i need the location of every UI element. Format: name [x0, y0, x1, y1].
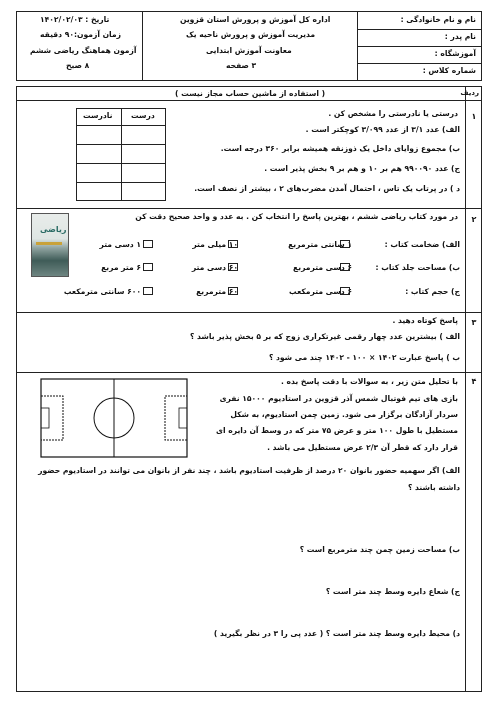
page-count: ۳ صفحه — [226, 61, 257, 70]
exam-date: تاریخ : ۱۴۰۲/۰۲/۰۳ — [40, 15, 110, 24]
exam-time: ۸ صبح — [66, 61, 90, 70]
q2-row-label: ج) حجم کتاب : — [405, 287, 460, 296]
football-field-diagram — [40, 378, 188, 458]
department-title: معاونت آموزش ابتدایی — [206, 46, 292, 55]
option-checkbox[interactable] — [228, 287, 238, 295]
q4-paragraph-line: مستطیل با طول ۱۰۰ متر و عرض ۷۵ متر که در وسط آن دایره ای — [216, 426, 458, 435]
exam-duration: زمان آزمون:۹۰ دقیقه — [40, 30, 121, 39]
exam-name: آزمون هماهنگ ریاضی ششم — [30, 46, 137, 55]
q2-row-label: ب) مساحت جلد کتاب : — [375, 263, 460, 272]
q2-option-label: ۱ دسی متر — [99, 240, 141, 249]
book-cover-image — [31, 213, 69, 277]
row-header: ردیف — [460, 89, 479, 97]
q1-item: ب) مجموع زوایای داخل یک ذوزنقه همیشه برابر ۳۶۰ درجه است. — [220, 144, 460, 153]
father-name-field[interactable]: نام پدر : — [444, 32, 476, 41]
true-column-header: درست — [131, 111, 155, 120]
class-number-field[interactable]: شماره کلاس : — [422, 66, 476, 75]
option-checkbox[interactable] — [228, 263, 238, 271]
option-checkbox[interactable] — [340, 263, 350, 271]
q2-intro: در مورد کتاب ریاضی ششم ، بهترین پاسخ را انتخاب کن . به عدد و واحد صحیح دقت کن — [135, 212, 458, 221]
q2-option-label: ۱ سانتی مترمربع — [288, 240, 352, 249]
q2-option-label: ۱۰ میلی متر — [192, 240, 238, 249]
q4-paragraph-line: بازی های تیم فوتبال شمس آذر قزوین در استادیوم ۱۵۰۰۰ نفری — [219, 394, 458, 403]
option-checkbox[interactable] — [340, 287, 350, 295]
option-checkbox[interactable] — [228, 240, 238, 248]
q4-part-c: ج) شعاع دایره وسط چند متر است ؟ — [325, 587, 460, 596]
answer-cell[interactable] — [121, 125, 165, 143]
q3-part-b: ب ) پاسخ عبارت ۱۴۰۲ × ۱۰۰ - ۱۴۰۲ چند می شود ؟ — [268, 353, 460, 362]
q2-option-label: ۶ متر مربع — [101, 263, 141, 272]
q1-item: ج) عدد ۹۹۰۰۹۰ هم بر ۱۰ و هم بر ۹ بخش پذیر است . — [264, 164, 460, 173]
org-title: اداره کل آموزش و پرورش استان قزوین — [180, 15, 331, 24]
q2-option-label: ۶۰ مترمربع — [196, 287, 238, 296]
answer-cell[interactable] — [77, 144, 121, 162]
q4-part-d: د) محیط دایره وسط چند متر است ؟ ( عدد پی را ۳ در نظر بگیرید ) — [213, 629, 460, 638]
q2-option-label: ۶ دسی مترمکعب — [289, 287, 352, 296]
calculator-note: ( استفاده از ماشین حساب مجاز نیست ) — [175, 89, 326, 98]
option-checkbox[interactable] — [143, 263, 153, 271]
q1-item: الف) عدد ۳/۱ از عدد ۳/۰۹۹ کوچکتر است . — [305, 125, 460, 134]
q3-part-a: الف ) بیشترین عدد چهار رقمی غیرتکراری زوج که بر ۵ بخش پذیر باشد ؟ — [189, 332, 460, 341]
q4-intro: با تحلیل متن زیر ، به سوالات با دقت پاسخ بده . — [281, 377, 458, 386]
question-number: ۴ — [471, 377, 477, 386]
answer-cell[interactable] — [121, 163, 165, 181]
q2-option-label: ۶۰۰ سانتی مترمکعب — [63, 287, 141, 296]
answer-cell[interactable] — [121, 144, 165, 162]
option-checkbox[interactable] — [143, 240, 153, 248]
q3-intro: پاسخ کوتاه دهید . — [392, 316, 458, 325]
q4-paragraph-line: سردار آزادگان برگزار می شود. زمین چمن استادیوم، به شکل — [230, 410, 458, 419]
q1-intro: درستی یا نادرستی را مشخص کن . — [328, 109, 458, 118]
answer-cell[interactable] — [77, 182, 121, 200]
answer-cell[interactable] — [121, 182, 165, 200]
q1-item: د ) در پرتاب یک تاس ، احتمال آمدن مضرب‌های ۲ ، بیشتر از نصف است. — [194, 184, 460, 193]
question-number: ۲ — [471, 215, 477, 224]
q4-paragraph-line: قرار دارد که قطر آن ۲/۳ عرض مستطیل می باشد . — [267, 443, 458, 452]
district-title: مدیریت آموزش و پرورش ناحیه یک — [186, 30, 316, 39]
answer-cell[interactable] — [77, 163, 121, 181]
q4-part-a: الف) اگر سهمیه حضور بانوان ۲۰ درصد از ظرفیت استادیوم باشد ، چند نفر از بانوان می توانند در استادیوم حضور — [38, 466, 460, 475]
q2-option-label: ۶ دسی مترمربع — [293, 263, 352, 272]
option-checkbox[interactable] — [340, 240, 350, 248]
false-column-header: نادرست — [83, 111, 113, 120]
school-field[interactable]: آموزشگاه : — [434, 49, 476, 58]
student-name-field[interactable]: نام و نام خانوادگی : — [400, 15, 476, 24]
answer-cell[interactable] — [77, 125, 121, 143]
question-number: ۱ — [471, 112, 477, 121]
q2-option-label: ۶۰ دسی متر — [191, 263, 238, 272]
q4-part-a-cont: داشته باشند ؟ — [407, 483, 460, 492]
question-number: ۳ — [471, 318, 477, 327]
q2-row-label: الف) ضخامت کتاب : — [384, 240, 460, 249]
option-checkbox[interactable] — [143, 287, 153, 295]
book-title: ریاضی — [40, 225, 67, 234]
q4-part-b: ب) مساحت زمین چمن چند مترمربع است ؟ — [299, 545, 460, 554]
